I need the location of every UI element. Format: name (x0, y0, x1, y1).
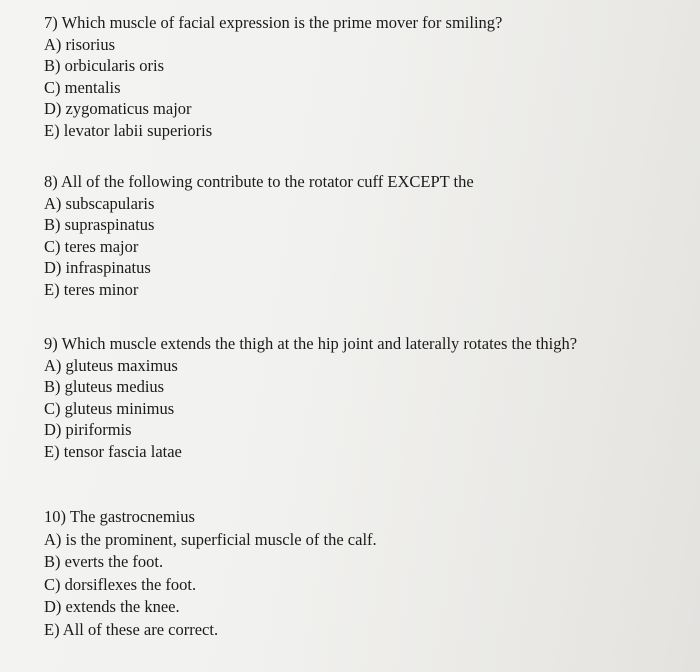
question-8-option-c: C) teres major (44, 236, 139, 256)
question-10-option-b: B) everts the foot. (44, 552, 164, 571)
question-10-option-c: C) dorsiflexes the foot. (44, 574, 197, 594)
question-9-text: 9) Which muscle extends the thigh at the hip joint and laterally rotates the thigh? (44, 334, 578, 353)
question-9 (44, 333, 684, 462)
question-9-option-e: E) tensor fascia latae (44, 441, 182, 461)
question-8 (44, 171, 684, 300)
question-9-option-b: B) gluteus medius (44, 377, 165, 396)
question-7-option-a: A) risorius (44, 34, 116, 54)
question-7-option-c: C) mentalis (44, 77, 121, 97)
question-10-option-d: D) extends the knee. (44, 597, 180, 616)
question-7-option-d: D) zygomaticus major (44, 99, 192, 118)
question-9-option-c: C) gluteus minimus (44, 398, 175, 418)
question-7-option-e: E) levator labii superioris (44, 120, 213, 140)
question-10-option-e: E) All of these are correct. (44, 619, 219, 639)
question-8-option-e: E) teres minor (44, 279, 139, 299)
question-7-option-b: B) orbicularis oris (44, 56, 165, 75)
question-8-text: 8) All of the following contribute to the rotator cuff EXCEPT the (44, 172, 474, 191)
question-9-option-a: A) gluteus maximus (44, 355, 178, 375)
question-8-option-d: D) infraspinatus (44, 258, 151, 277)
question-8-option-b: B) supraspinatus (44, 215, 155, 234)
question-7 (44, 12, 684, 141)
question-8-option-a: A) subscapularis (44, 193, 155, 213)
question-7-text: 7) Which muscle of facial expression is the prime mover for smiling? (44, 13, 503, 32)
question-10 (44, 506, 684, 641)
question-10-option-a: A) is the prominent, superficial muscle of the calf. (44, 529, 377, 549)
question-9-option-d: D) piriformis (44, 420, 132, 439)
question-10-text: 10) The gastrocnemius (44, 507, 195, 526)
